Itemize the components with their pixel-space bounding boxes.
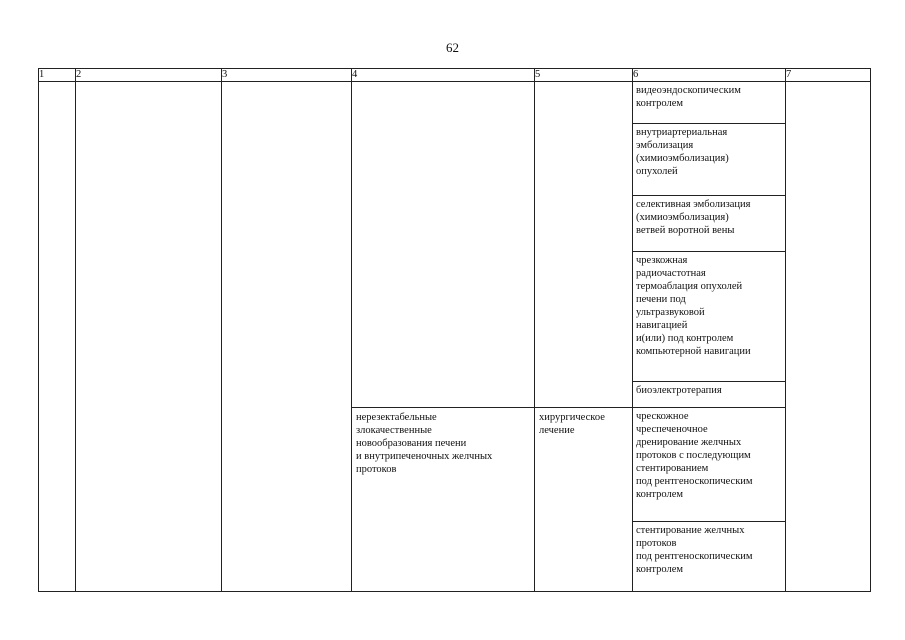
header-col-3: 3 [222,69,352,82]
method-cell [633,522,786,592]
header-col-7: 7 [786,69,871,82]
col5-cell-empty [535,82,633,408]
method-text: биоэлектротерапия [636,385,722,396]
col1-cell [39,82,76,592]
method-cell [633,196,786,252]
header-row [39,69,871,82]
header-col-2: 2 [76,69,222,82]
method-cell [633,382,786,408]
method-text: стентирование желчных протоков под рентгеноскопическим контролем [636,525,753,575]
method-cell [633,82,786,124]
treatment-cell [535,408,633,592]
col4-cell-empty [352,82,535,408]
method-cell [633,252,786,382]
header-col-4: 4 [352,69,535,82]
treatment-text: хирургическое лечение [539,412,605,436]
method-text: внутриартериальная эмболизация (химиоэмболизация) опухолей [636,127,729,177]
method-text: чрескожное чреспеченочное дренирование желчных протоков с последующим стентированием под рентгеноскопическим контролем [636,411,753,500]
medical-care-table [38,68,871,592]
diagnosis-cell [352,408,535,592]
method-cell [633,408,786,522]
col3-cell [222,82,352,592]
page-number: 62 [446,40,459,55]
table-row [39,82,871,124]
method-text: видеоэндоскопическим контролем [636,85,741,109]
header-col-6: 6 [633,69,786,82]
method-text: чрезкожная радиочастотная термоаблация опухолей печени под ультразвуковой навигацией и(или) под контролем компьютерной навигации [636,255,751,357]
header-col-1: 1 [39,69,76,82]
col2-cell [76,82,222,592]
header-col-5: 5 [535,69,633,82]
method-cell [633,124,786,196]
diagnosis-text: нерезектабельные злокачественные новообразования печени и внутрипеченочных желчных протоков [356,412,493,475]
col7-cell [786,82,871,592]
method-text: селективная эмболизация (химиоэмболизация) ветвей воротной вены [636,199,751,236]
